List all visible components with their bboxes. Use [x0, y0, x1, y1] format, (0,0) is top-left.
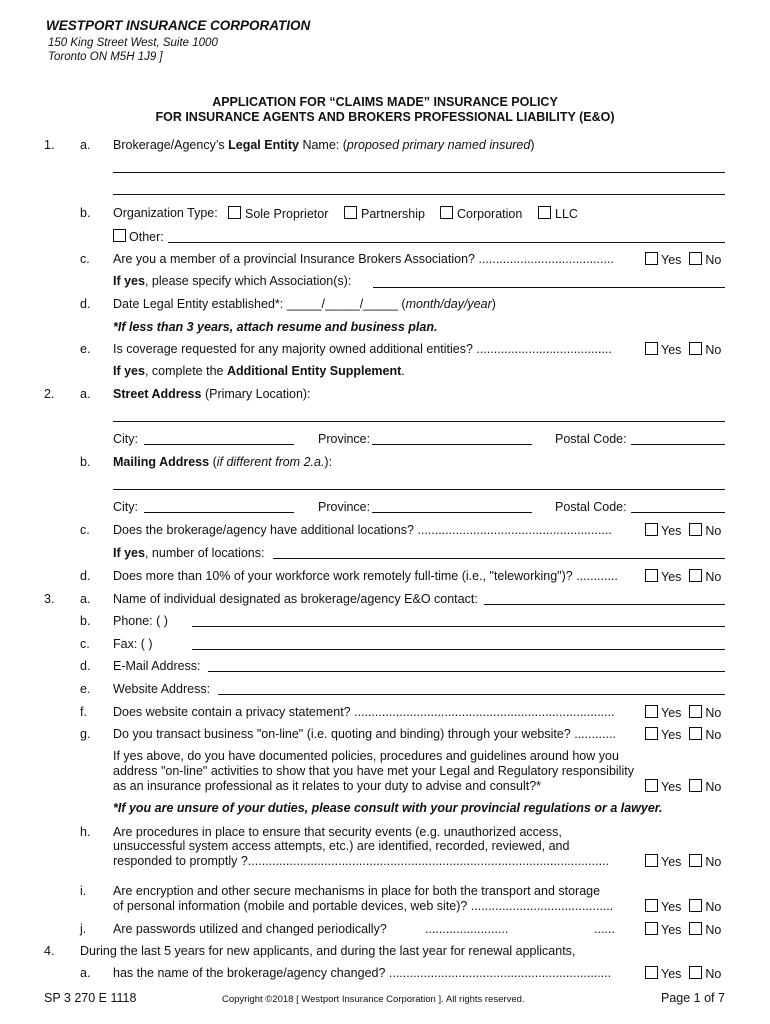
mailing-province-field[interactable] — [372, 512, 532, 513]
email-field[interactable] — [208, 671, 725, 672]
q1c-question: Are you a member of a provincial Insurance Brokers Association? ....................................... — [113, 252, 614, 266]
q4a-letter: a. — [80, 966, 91, 980]
street-postal-label: Postal Code: — [555, 432, 627, 446]
q3g2-yes-no[interactable]: Yes No — [645, 779, 721, 794]
q2b-letter: b. — [80, 455, 91, 469]
q3j-letter: j. — [80, 922, 87, 936]
q1b-letter: b. — [80, 206, 91, 220]
no-checkbox[interactable] — [689, 779, 702, 792]
form-title-line1: APPLICATION FOR “CLAIMS MADE” INSURANCE POLICY — [212, 95, 558, 109]
q3g2-line2: address "on-line" activities to show that you have met your Legal and Regulatory responsibility — [113, 764, 634, 778]
legal-entity-name-field-2[interactable] — [113, 194, 725, 195]
q2d-letter: d. — [80, 569, 91, 583]
form-id: SP 3 270 E 1118 — [44, 991, 137, 1005]
q3c-letter: c. — [80, 637, 90, 651]
q3i-line1: Are encryption and other secure mechanisms in place for both the transport and storage — [113, 884, 601, 898]
q3g-yes-no[interactable]: Yes No — [645, 727, 721, 742]
q3j-dots-1: ........................ — [425, 922, 509, 936]
street-postal-field[interactable] — [631, 444, 725, 445]
q3g-question: Do you transact business "on-line" (i.e. quoting and binding) through your website? ............ — [113, 727, 616, 741]
yes-checkbox[interactable] — [645, 727, 658, 740]
q2d-question: Does more than 10% of your workforce work remotely full-time (i.e., "teleworking")? ............ — [113, 569, 618, 583]
no-checkbox[interactable] — [689, 523, 702, 536]
q3g-letter: g. — [80, 727, 91, 741]
yes-checkbox[interactable] — [645, 342, 658, 355]
q3g2-line3: as an insurance professional as it relates to your duty to advise and consult?* — [113, 779, 542, 793]
q3h-line1: Are procedures in place to ensure that security events (e.g. unauthorized access, — [113, 825, 562, 839]
mailing-postal-field[interactable] — [631, 512, 725, 513]
mailing-postal-label: Postal Code: — [555, 500, 627, 514]
mailing-city-field[interactable] — [144, 512, 294, 513]
no-checkbox[interactable] — [689, 922, 702, 935]
page-number: Page 1 of 7 — [661, 991, 725, 1005]
org-type-other-field[interactable] — [168, 242, 725, 243]
q2c-question: Does the brokerage/agency have additional locations? ........................................................ — [113, 523, 612, 537]
q1e-question: Is coverage requested for any majority owned additional entities? ....................................... — [113, 342, 612, 356]
phone-label: Phone: ( ) — [113, 614, 168, 628]
no-checkbox[interactable] — [689, 727, 702, 740]
eo-contact-field[interactable] — [484, 604, 725, 605]
q1d-date-established[interactable]: Date Legal Entity established*: _____/_____/_____ (month/day/year) — [113, 297, 496, 311]
street-address-field[interactable] — [113, 421, 725, 422]
q3a-label: Name of individual designated as brokerage/agency E&O contact: — [113, 592, 478, 606]
phone-field[interactable] — [192, 626, 725, 627]
association-field[interactable] — [373, 287, 725, 288]
fax-label: Fax: ( ) — [113, 637, 153, 651]
section-4-intro: During the last 5 years for new applicants, and during the last year for renewal applicants, — [80, 944, 576, 958]
company-address-line2: Toronto ON M5H 1J9 ] — [48, 51, 163, 63]
q3h-letter: h. — [80, 825, 91, 839]
email-label: E-Mail Address: — [113, 659, 201, 673]
org-type-sole-proprietor[interactable]: Sole Proprietor — [228, 206, 328, 221]
q3a-letter: a. — [80, 592, 91, 606]
q1c-yes-no[interactable]: Yes No — [645, 252, 721, 267]
q2a-letter: a. — [80, 387, 91, 401]
company-address-line1: 150 King Street West, Suite 1000 — [48, 37, 218, 49]
q1e-if-yes: If yes, complete the Additional Entity Supplement. — [113, 364, 405, 378]
yes-checkbox[interactable] — [645, 779, 658, 792]
q3f-letter: f. — [80, 705, 87, 719]
q1e-letter: e. — [80, 342, 91, 356]
copyright: Copyright ©2018 [ Westport Insurance Corporation ]. All rights reserved. — [222, 994, 525, 1005]
org-type-label: Organization Type: — [113, 206, 218, 220]
no-checkbox[interactable] — [689, 705, 702, 718]
q3h-line2: unsuccessful system access attempts, etc.) are identified, recorded, reviewed, and — [113, 839, 570, 853]
q4a-yes-no[interactable]: Yes No — [645, 966, 721, 981]
mailing-address-field[interactable] — [113, 489, 725, 490]
q3g2-line1: If yes above, do you have documented policies, procedures and guidelines around how you — [113, 749, 619, 763]
q1c-if-yes: If yes, please specify which Association(s): — [113, 274, 352, 288]
org-type-other[interactable]: Other: — [113, 229, 164, 244]
legal-entity-name-field-1[interactable] — [113, 172, 725, 173]
q3f-question: Does website contain a privacy statement? ........................................................................... — [113, 705, 615, 719]
yes-checkbox[interactable] — [645, 252, 658, 265]
q3i-yes-no[interactable]: Yes No — [645, 899, 721, 914]
street-province-label: Province: — [318, 432, 371, 446]
q1e-yes-no[interactable]: Yes No — [645, 342, 721, 357]
street-province-field[interactable] — [372, 444, 532, 445]
yes-checkbox[interactable] — [645, 854, 658, 867]
mailing-province-label: Province: — [318, 500, 371, 514]
yes-checkbox[interactable] — [645, 523, 658, 536]
no-checkbox[interactable] — [689, 899, 702, 912]
q2a-label: Street Address (Primary Location): — [113, 387, 311, 401]
website-field[interactable] — [218, 694, 725, 695]
org-type-llc[interactable]: LLC — [538, 206, 578, 221]
mailing-city-label: City: — [113, 500, 138, 514]
q3h-yes-no[interactable]: Yes No — [645, 854, 721, 869]
no-checkbox[interactable] — [689, 966, 702, 979]
q3j-dots-2: ...... — [594, 922, 615, 936]
no-checkbox[interactable] — [689, 569, 702, 582]
checkbox[interactable] — [113, 229, 126, 242]
yes-checkbox[interactable] — [645, 705, 658, 718]
street-city-label: City: — [113, 432, 138, 446]
checkbox[interactable] — [344, 206, 357, 219]
q1c-letter: c. — [80, 252, 90, 266]
no-checkbox[interactable] — [689, 252, 702, 265]
form-title-line2: FOR INSURANCE AGENTS AND BROKERS PROFESSIONAL LIABILITY (E&O) — [155, 110, 615, 124]
q2b-label: Mailing Address (if different from 2.a.): — [113, 455, 333, 469]
duties-note: *If you are unsure of your duties, please consult with your provincial regulations or a lawyer. — [113, 801, 663, 815]
no-checkbox[interactable] — [689, 854, 702, 867]
checkbox[interactable] — [228, 206, 241, 219]
q3h-line3: responded to promptly ?........................................................................................................ — [113, 854, 609, 868]
q2c-if-yes: If yes, number of locations: — [113, 546, 265, 560]
q2c-yes-no[interactable]: Yes No — [645, 523, 721, 538]
q1d-letter: d. — [80, 297, 91, 311]
no-checkbox[interactable] — [689, 342, 702, 355]
yes-checkbox[interactable] — [645, 966, 658, 979]
fax-field[interactable] — [192, 649, 725, 650]
section-1-number: 1. — [44, 138, 55, 152]
q3e-letter: e. — [80, 682, 91, 696]
q1d-note: *If less than 3 years, attach resume and business plan. — [113, 320, 438, 334]
q4a-question: has the name of the brokerage/agency changed? ................................................................ — [113, 966, 612, 980]
q1a-letter: a. — [80, 138, 91, 152]
checkbox[interactable] — [440, 206, 453, 219]
street-city-field[interactable] — [144, 444, 294, 445]
yes-checkbox[interactable] — [645, 899, 658, 912]
q3i-letter: i. — [80, 884, 87, 898]
q3j-question: Are passwords utilized and changed periodically? — [113, 922, 387, 936]
company-name: WESTPORT INSURANCE CORPORATION — [46, 18, 311, 33]
q3i-line2: of personal information (mobile and portable devices, web site)? ......................................... — [113, 899, 614, 913]
q3j-yes-no[interactable]: Yes No — [645, 922, 721, 937]
website-label: Website Address: — [113, 682, 211, 696]
number-of-locations-field[interactable] — [273, 558, 725, 559]
yes-checkbox[interactable] — [645, 922, 658, 935]
q3b-letter: b. — [80, 614, 91, 628]
org-type-partnership[interactable]: Partnership — [344, 206, 425, 221]
yes-checkbox[interactable] — [645, 569, 658, 582]
section-4-number: 4. — [44, 944, 55, 958]
q2d-yes-no[interactable]: Yes No — [645, 569, 721, 584]
section-3-number: 3. — [44, 592, 55, 606]
q3f-yes-no[interactable]: Yes No — [645, 705, 721, 720]
org-type-corporation[interactable]: Corporation — [440, 206, 522, 221]
q2c-letter: c. — [80, 523, 90, 537]
section-2-number: 2. — [44, 387, 55, 401]
q1a-label: Brokerage/Agency’s Legal Entity Name: (proposed primary named insured) — [113, 138, 535, 152]
checkbox[interactable] — [538, 206, 551, 219]
q3d-letter: d. — [80, 659, 91, 673]
